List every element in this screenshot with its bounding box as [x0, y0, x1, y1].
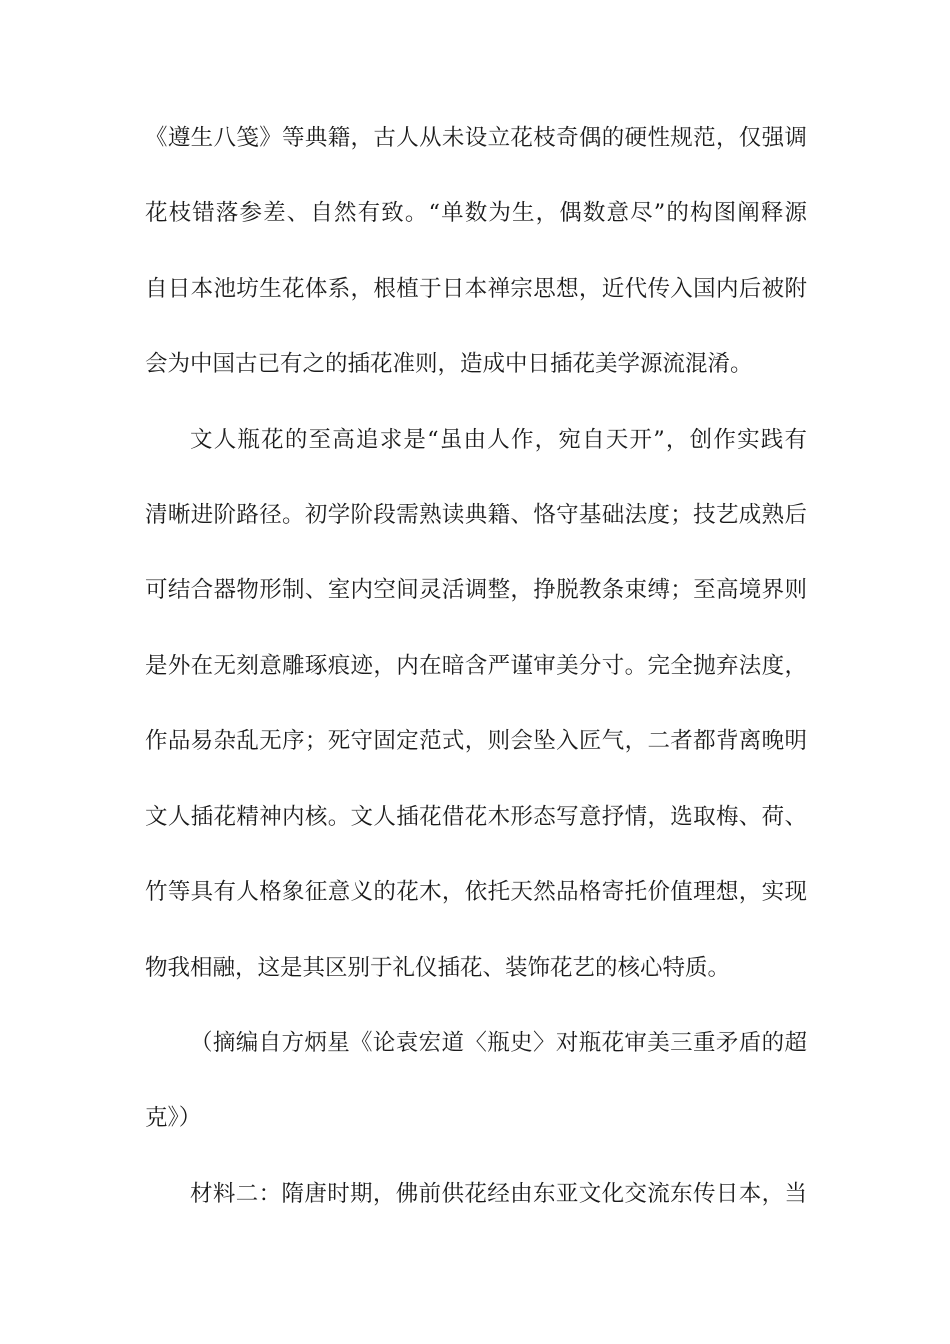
text-line: 物我相融，这是其区别于礼仪插花、装饰花艺的核心特质。 — [145, 955, 731, 981]
text-line: 克》） — [145, 1105, 202, 1131]
text-line: 花枝错落参差、自然有致。“单数为生，偶数意尽”的构图阐释源 — [145, 200, 807, 226]
text-line: 清晰进阶路径。初学阶段需熟读典籍、恪守基础法度；技艺成熟后 — [145, 502, 807, 528]
text-line: 会为中国古已有之的插花准则，造成中日插花美学源流混淆。 — [145, 351, 753, 377]
text-line: 文人插花精神内核。文人插花借花木形态写意抒情，选取梅、荷、 — [145, 804, 807, 830]
text-line: （摘编自方炳星《论袁宏道〈瓶史〉对瓶花审美三重矛盾的超 — [190, 1030, 807, 1056]
text-line: 材料二：隋唐时期，佛前供花经由东亚文化交流东传日本，当 — [190, 1181, 807, 1207]
text-line: 作品易杂乱无序；死守固定范式，则会坠入匠气，二者都背离晚明 — [145, 728, 807, 754]
text-line: 是外在无刻意雕琢痕迹，内在暗含严谨审美分寸。完全抛弃法度， — [145, 653, 807, 679]
text-line: 文人瓶花的至高追求是“虽由人作，宛自天开”，创作实践有 — [190, 427, 807, 453]
text-line: 可结合器物形制、室内空间灵活调整，挣脱教条束缚；至高境界则 — [145, 577, 807, 603]
text-line: 竹等具有人格象征意义的花木，依托天然品格寄托价值理想，实现 — [145, 879, 807, 905]
text-line: 《遵生八笺》等典籍，古人从未设立花枝奇偶的硬性规范，仅强调 — [145, 125, 807, 151]
text-line: 自日本池坊生花体系，根植于日本禅宗思想，近代传入国内后被附 — [145, 276, 807, 302]
